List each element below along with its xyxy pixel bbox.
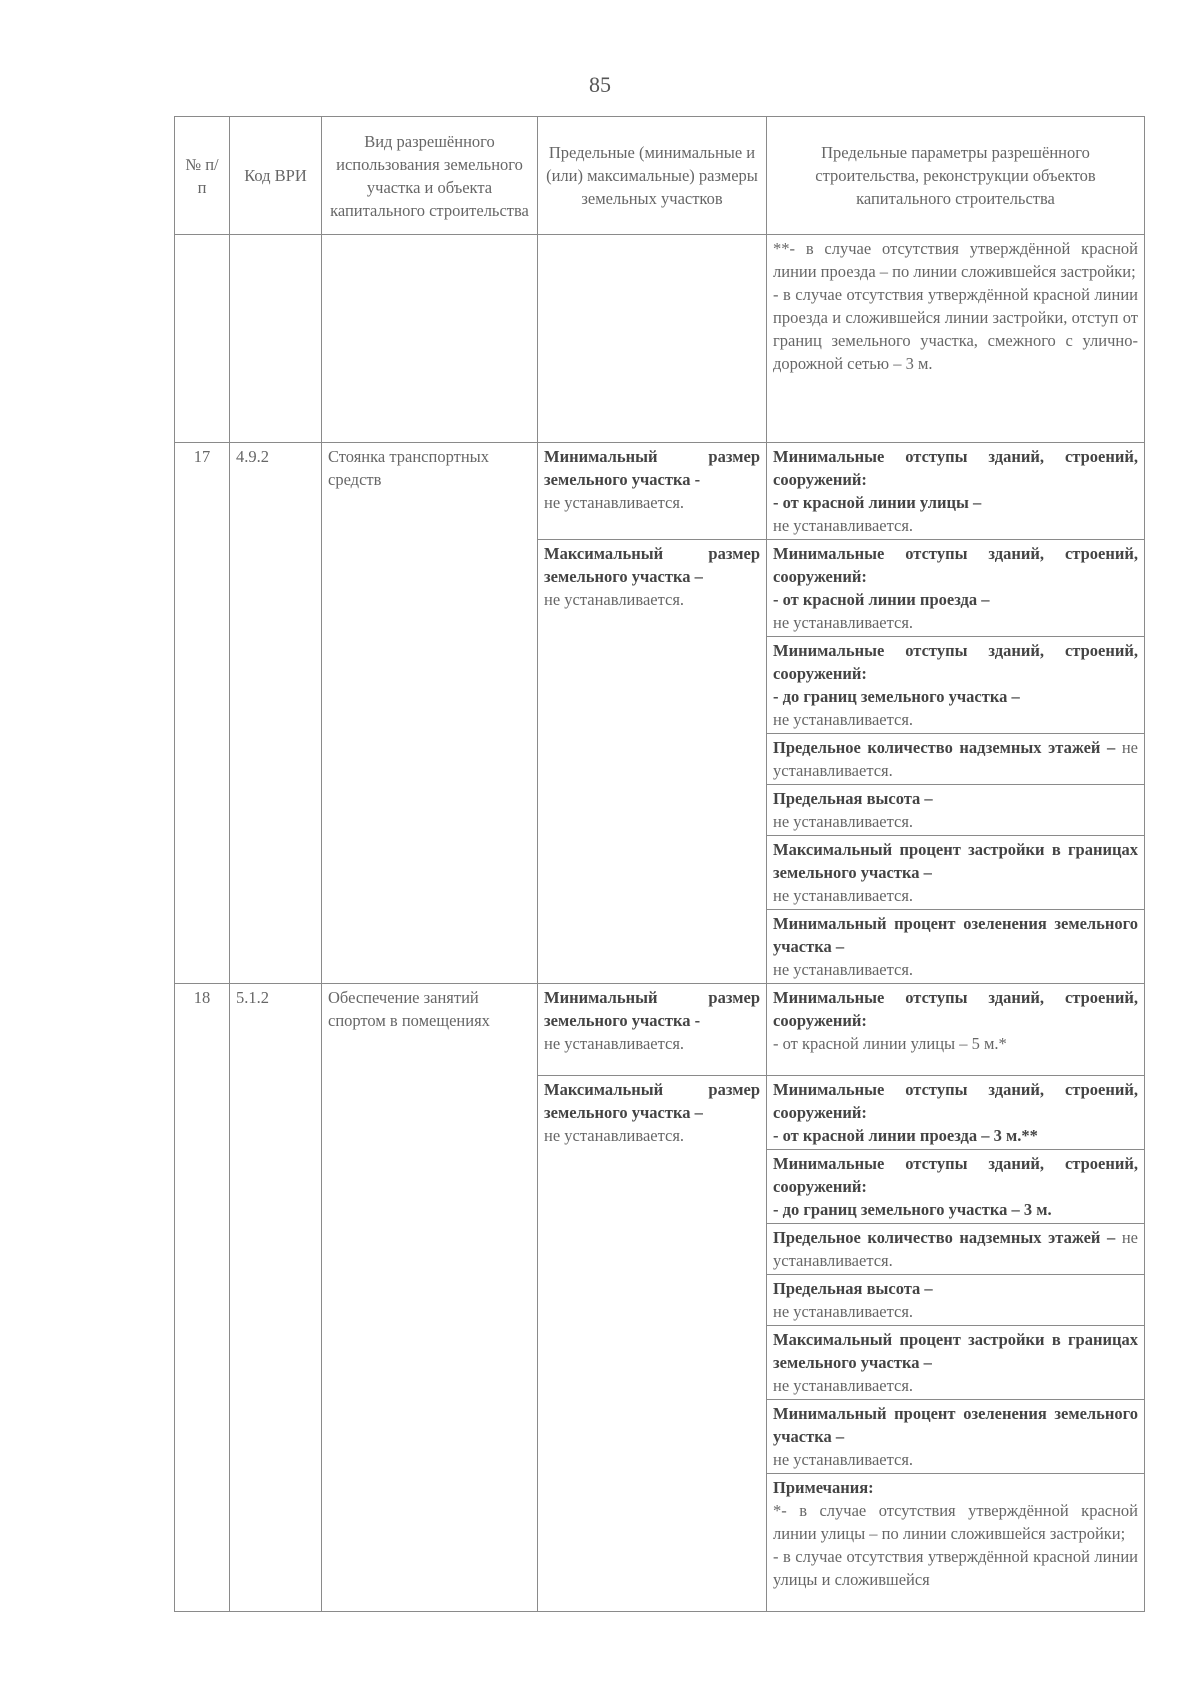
row17-param-1 — [767, 443, 1145, 540]
row18-code: 5.1.2 — [230, 984, 322, 1612]
row17-p6-label: Максимальный процент застройки в границах земельного участка – — [773, 840, 1138, 882]
row17-size-max — [538, 540, 767, 984]
row17-use: Стоянка транспортных средств — [322, 443, 538, 984]
row18-p6-value: не устанавливается. — [773, 1376, 914, 1395]
row18-param-2 — [767, 1076, 1145, 1150]
row17-code: 4.9.2 — [230, 443, 322, 984]
row18-p7-label: Минимальный процент озеленения земельного участка – — [773, 1404, 1138, 1446]
row17-p3-sub: - до границ земельного участка – — [773, 687, 1020, 706]
row17-p3-label: Минимальные отступы зданий, строений, сооружений: — [773, 641, 1138, 683]
row17-p4-value: не устанавливается. — [773, 738, 1138, 780]
row18-note-2: - в случае отсутствия утверждённой красной линии улицы и сложившейся — [773, 1547, 1138, 1589]
row18-size-min-value: не устанавливается. — [544, 1034, 685, 1053]
row17-param-5 — [767, 785, 1145, 836]
row18-num: 18 — [175, 984, 230, 1612]
row18-p5-value: не устанавливается. — [773, 1302, 914, 1321]
table-header-row — [175, 117, 1145, 235]
table-row-18 — [175, 984, 1145, 1076]
row18-use: Обеспечение занятий спортом в помещениях — [322, 984, 538, 1612]
header-params: Предельные параметры разрешённого строительства, реконструкции объектов капитального строительства — [767, 117, 1145, 235]
header-num: № п/п — [175, 117, 230, 235]
header-size: Предельные (минимальные и (или) максимальные) размеры земельных участков — [538, 117, 767, 235]
row17-param-2 — [767, 540, 1145, 637]
row18-size-min-label: Минимальный размер земельного участка - — [544, 988, 760, 1030]
row18-note-1: *- в случае отсутствия утверждённой красной линии улицы – по линии сложившейся застройки; — [773, 1501, 1138, 1543]
row18-p1-sub: - от красной линии улицы – 5 м.* — [773, 1034, 1007, 1053]
row18-param-1 — [767, 984, 1145, 1076]
cell-num — [175, 235, 230, 443]
page-number: 85 — [589, 72, 611, 97]
row18-p5-label: Предельная высота – — [773, 1279, 933, 1298]
row18-param-3 — [767, 1150, 1145, 1224]
row18-param-4 — [767, 1224, 1145, 1275]
row18-size-min — [538, 984, 767, 1076]
row17-p7-label: Минимальный процент озеленения земельного участка – — [773, 914, 1138, 956]
row18-size-max-value: не устанавливается. — [544, 1126, 685, 1145]
header-use: Вид разрешённого использования земельного участка и объекта капитального строительства — [322, 117, 538, 235]
row18-param-5 — [767, 1275, 1145, 1326]
row18-size-max-label: Максимальный размер земельного участка – — [544, 1080, 760, 1122]
row17-p1-value: не устанавливается. — [773, 516, 914, 535]
row17-p5-label: Предельная высота – — [773, 789, 933, 808]
row18-notes — [767, 1474, 1145, 1612]
cell-use — [322, 235, 538, 443]
row17-p4-label: Предельное количество надземных этажей – — [773, 738, 1116, 757]
row17-size-min-label: Минимальный размер земельного участка - — [544, 447, 760, 489]
cell-size — [538, 235, 767, 443]
row18-p1-label: Минимальные отступы зданий, строений, сооружений: — [773, 988, 1138, 1030]
row17-p2-value: не устанавливается. — [773, 613, 914, 632]
header-code: Код ВРИ — [230, 117, 322, 235]
row17-p1-sub: - от красной линии улицы – — [773, 493, 982, 512]
row18-param-7 — [767, 1400, 1145, 1474]
row17-size-max-label: Максимальный размер земельного участка – — [544, 544, 760, 586]
continuation-note-1: **- в случае отсутствия утверждённой красной линии проезда – по линии сложившейся застройки; — [773, 239, 1138, 281]
row18-p2-label: Минимальные отступы зданий, строений, сооружений: — [773, 1080, 1138, 1122]
zoning-table — [174, 116, 1145, 1612]
row17-p3-value: не устанавливается. — [773, 710, 914, 729]
row17-size-min — [538, 443, 767, 540]
row18-p3-sub: - до границ земельного участка – 3 м. — [773, 1200, 1052, 1219]
row18-p3-label: Минимальные отступы зданий, строений, сооружений: — [773, 1154, 1138, 1196]
row17-p2-sub: - от красной линии проезда – — [773, 590, 990, 609]
table-row-17 — [175, 443, 1145, 540]
row17-param-6 — [767, 836, 1145, 910]
cell-code — [230, 235, 322, 443]
row17-param-7 — [767, 910, 1145, 984]
row18-notes-title: Примечания: — [773, 1478, 874, 1497]
cell-params-continuation — [767, 235, 1145, 443]
row18-p6-label: Максимальный процент застройки в границах земельного участка – — [773, 1330, 1138, 1372]
row18-size-max — [538, 1076, 767, 1612]
row17-num: 17 — [175, 443, 230, 984]
row17-p7-value: не устанавливается. — [773, 960, 914, 979]
row17-p6-value: не устанавливается. — [773, 886, 914, 905]
row18-p4-label: Предельное количество надземных этажей – — [773, 1228, 1116, 1247]
row17-size-max-value: не устанавливается. — [544, 590, 685, 609]
row18-p2-sub: - от красной линии проезда – 3 м.** — [773, 1126, 1038, 1145]
row18-p4-value: не устанавливается. — [773, 1228, 1138, 1270]
row17-p5-value: не устанавливается. — [773, 812, 914, 831]
continuation-note-2: - в случае отсутствия утверждённой красной линии проезда и сложившейся линии застройки, отступ от границ земельного участка, смежного с улично-дорожной сетью – 3 м. — [773, 285, 1138, 373]
row18-param-6 — [767, 1326, 1145, 1400]
row17-p1-label: Минимальные отступы зданий, строений, сооружений: — [773, 447, 1138, 489]
row17-param-3 — [767, 637, 1145, 734]
row18-p7-value: не устанавливается. — [773, 1450, 914, 1469]
row17-size-min-value: не устанавливается. — [544, 493, 685, 512]
table-row-continuation — [175, 235, 1145, 443]
row17-p2-label: Минимальные отступы зданий, строений, сооружений: — [773, 544, 1138, 586]
row17-param-4 — [767, 734, 1145, 785]
